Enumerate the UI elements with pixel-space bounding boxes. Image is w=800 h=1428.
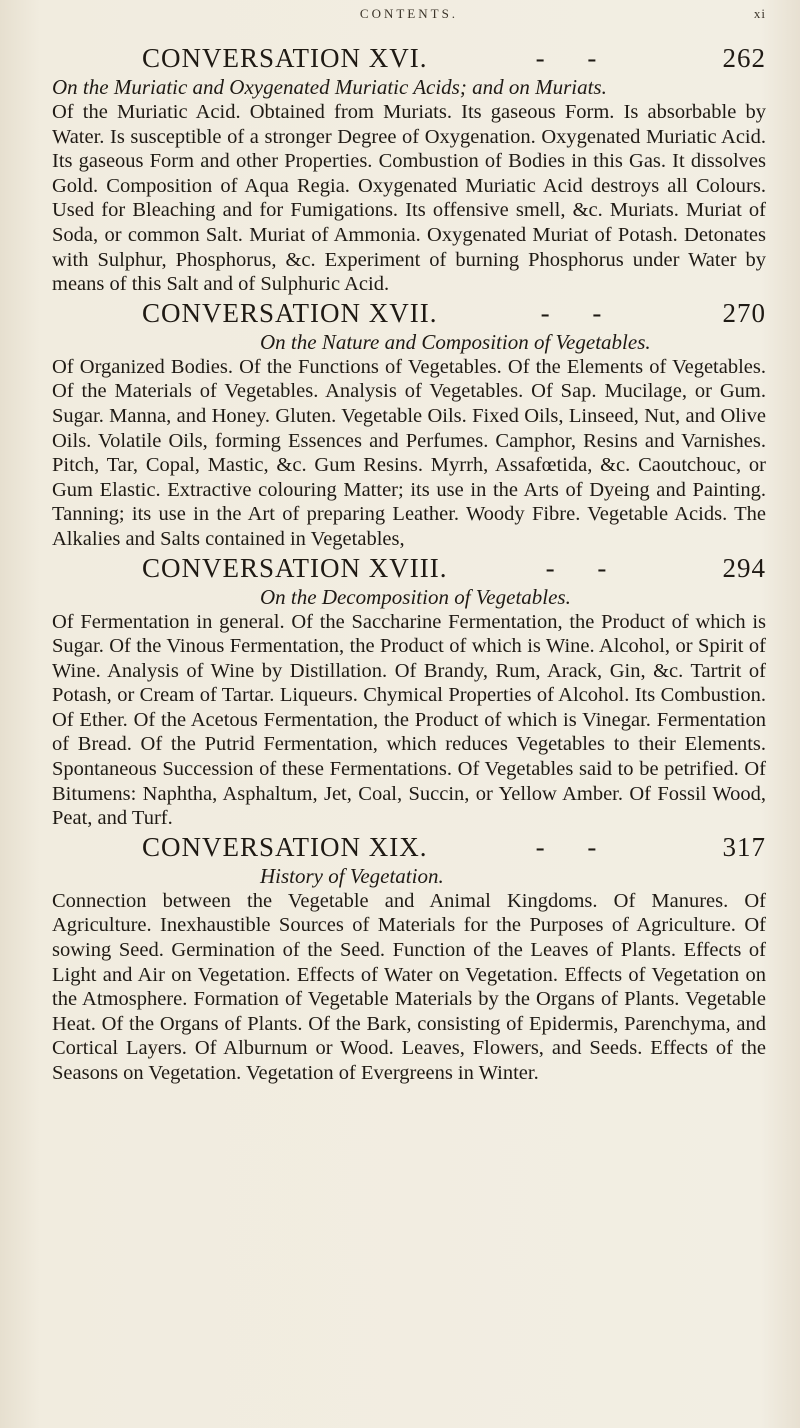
running-head xyxy=(52,6,766,42)
folio-number: xi xyxy=(753,6,766,21)
conversation-summary: Of Fermentation in general. Of the Saccharine Fermentation, the Product of which is Sugar. Of the Vinous Fermentation, the Product of which is Wine. Alcohol, or Spirit of Wine. Analysis of Wine by Distillation. Of Brandy, Rum, Arack, Gin, &c. Tartrit of Potash, or Cream of Tartar. Liqueurs. Chymical Properties of Alcohol. Its Combustion. Of Ether. Of the Acetous Fermentation, the Product of which is Vinegar. Fermentation of Bread. Of the Putrid Fermentation, which reduces Vegetables to their Elements. Spontaneous Succession of these Fermentations. Of Vegetables said to be petrified. Of Bitumens: Naphtha, Asphaltum, Jet, Coal, Succin, or Yellow Amber. Of Fossil Wood, Peat, and Turf. xyxy=(52,610,766,830)
leader-dots: - - xyxy=(540,297,620,328)
conversation-xvi xyxy=(52,42,766,297)
conversation-summary: Of Organized Bodies. Of the Functions of Vegetables. Of the Elements of Vegetables. Of the Materials of Vegetables. Analysis of Vegetables. Of Sap. Mucilage, or Gum. Sugar. Manna, and Honey. Gluten. Vegetable Oils. Fixed Oils, Linseed, Nut, and Olive Oils. Volatile Oils, forming Essences and Perfumes. Camphor, Resins and Varnishes. Pitch, Tar, Copal, Mastic, &c. Gum Resins. Myrrh, Assafœtida, &c. Caoutchouc, or Gum Elastic. Extractive colouring Matter; its use in the Arts of Dyeing and Painting. Tanning; its use in the Art of preparing Leather. Woody Fibre. Vegetable Acids. The Alkalies and Salts contained in Vegetables, xyxy=(52,355,766,550)
conversation-heading xyxy=(52,831,766,863)
conversation-title: CONVERSATION XVII. xyxy=(142,297,438,328)
running-head-title: CONTENTS. xyxy=(359,6,459,21)
conversation-subtitle: On the Nature and Composition of Vegetables. xyxy=(260,329,651,354)
conversation-subtitle: History of Vegetation. xyxy=(260,863,444,888)
conversation-heading xyxy=(52,552,766,584)
conversation-title: CONVERSATION XVIII. xyxy=(142,552,448,583)
conversation-page-number: 317 xyxy=(722,831,766,862)
conversation-xviii xyxy=(52,552,766,831)
conversation-heading xyxy=(52,42,766,74)
conversation-title: CONVERSATION XIX. xyxy=(142,831,428,862)
conversation-page-number: 294 xyxy=(722,552,766,583)
leader-dots: - - xyxy=(535,831,615,862)
conversation-page-number: 270 xyxy=(722,297,766,328)
conversation-summary: Of the Muriatic Acid. Obtained from Muriats. Its gaseous Form. Is absorbable by Water. Is susceptible of a stronger Degree of Oxygenation. Oxygenated Muriatic Acid. Its gaseous Form and other Properties. Combustion of Bodies in this Gas. It dissolves Gold. Composition of Aqua Regia. Oxygenated Muriatic Acid destroys all Colours. Used for Bleaching and for Fumigations. Its offensive smell, &c. Muriats. Muriat of Soda, or common Salt. Muriat of Ammonia. Oxygenated Muriat of Potash. Detonates with Sulphur, Phosphorus, &c. Experiment of burning Phosphorus under Water by means of this Salt and of Sulphuric Acid. xyxy=(52,101,766,296)
conversation-subtitle: On the Muriatic and Oxygenated Muriatic Acids; and on Muriats. xyxy=(52,75,607,99)
conversation-xix xyxy=(52,831,766,1086)
leader-dots: - - xyxy=(535,43,615,73)
leader-dots: - - xyxy=(545,552,625,583)
conversation-title: CONVERSATION XVI. xyxy=(142,43,428,73)
conversation-summary: Connection between the Vegetable and Animal Kingdoms. Of Manures. Of Agriculture. Inexhaustible Sources of Materials for the Purposes of Agriculture. Of sowing Seed. Germination of the Seed. Function of the Leaves of Plants. Effects of Light and Air on Vegetation. Effects of Water on Vegetation. Effects of Vegetation on the Atmosphere. Formation of Vegetable Materials by the Organs of Plants. Vegetable Heat. Of the Organs of Plants. Of the Bark, consisting of Epidermis, Parenchyma, and Cortical Layers. Of Alburnum or Wood. Leaves, Flowers, and Seeds. Effects of the Seasons on Vegetation. Vegetation of Evergreens in Winter. xyxy=(52,889,766,1084)
conversation-page-number: 262 xyxy=(722,43,766,73)
conversation-subtitle: On the Decomposition of Vegetables. xyxy=(260,584,571,609)
conversation-xvii xyxy=(52,297,766,552)
conversation-heading xyxy=(52,297,766,329)
